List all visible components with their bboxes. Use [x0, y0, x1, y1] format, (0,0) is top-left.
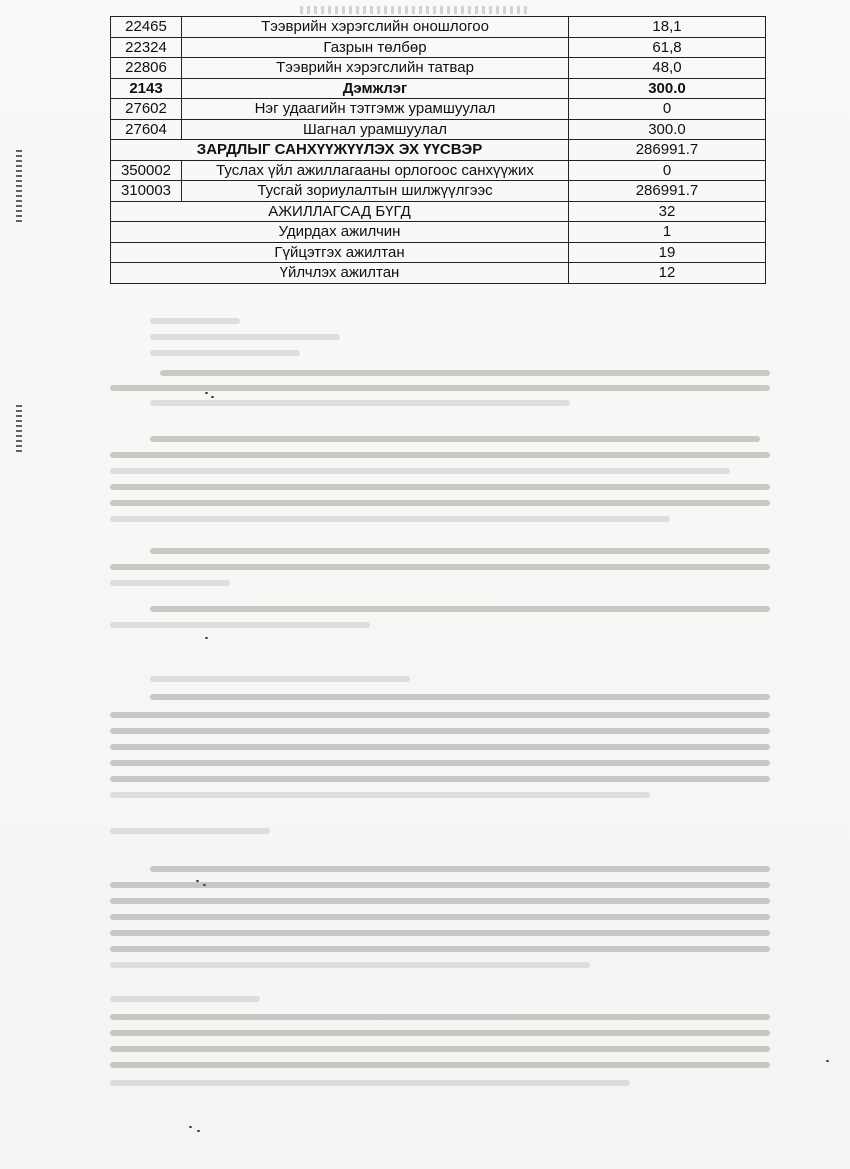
scan-speck [205, 392, 208, 394]
row-value: 300.0 [569, 78, 766, 99]
table-row [111, 37, 766, 58]
row-label: Тээврийн хэрэгслийн татвар [182, 58, 569, 79]
row-value: 0 [569, 99, 766, 120]
row-value: 48,0 [569, 58, 766, 79]
row-code: 22806 [111, 58, 182, 79]
staff-label: Үйлчлэх ажилтан [111, 263, 569, 284]
row-label: Тусгай зориулалтын шилжүүлгээс [182, 181, 569, 202]
table-row [111, 160, 766, 181]
table-row [111, 181, 766, 202]
scan-speck [203, 884, 206, 886]
staff-label: АЖИЛЛАГСАД БҮГД [111, 201, 569, 222]
scan-artifact [300, 6, 530, 14]
row-value: 18,1 [569, 17, 766, 38]
row-code: 27602 [111, 99, 182, 120]
staff-label: Удирдах ажилчин [111, 222, 569, 243]
row-code: 310003 [111, 181, 182, 202]
row-code: 350002 [111, 160, 182, 181]
funding-header-label: ЗАРДЛЫГ САНХҮҮЖҮҮЛЭХ ЭХ ҮҮСВЭР [111, 140, 569, 161]
table-row [111, 119, 766, 140]
funding-header-value: 286991.7 [569, 140, 766, 161]
scan-speck [196, 880, 199, 882]
table-row [111, 17, 766, 38]
staff-row [111, 242, 766, 263]
funding-header-row [111, 140, 766, 161]
table-row [111, 58, 766, 79]
row-code: 2143 [111, 78, 182, 99]
row-label: Тээврийн хэрэгслийн оношлогоо [182, 17, 569, 38]
staff-total-row [111, 201, 766, 222]
row-label: Дэмжлэг [182, 78, 569, 99]
row-code: 22324 [111, 37, 182, 58]
row-code: 27604 [111, 119, 182, 140]
row-value: 0 [569, 160, 766, 181]
row-value: 300.0 [569, 119, 766, 140]
row-value: 61,8 [569, 37, 766, 58]
scan-speck [205, 637, 208, 639]
staff-value: 12 [569, 263, 766, 284]
row-label: Газрын төлбөр [182, 37, 569, 58]
table-row [111, 99, 766, 120]
staff-label: Гүйцэтгэх ажилтан [111, 242, 569, 263]
row-label: Нэг удаагийн тэтгэмж урамшуулал [182, 99, 569, 120]
staff-value: 1 [569, 222, 766, 243]
row-label: Шагнал урамшуулал [182, 119, 569, 140]
scan-speck [197, 1130, 200, 1132]
staff-value: 19 [569, 242, 766, 263]
scan-edge-mark [16, 405, 22, 455]
table-row-category [111, 78, 766, 99]
staff-value: 32 [569, 201, 766, 222]
scan-speck [189, 1126, 192, 1128]
staff-row [111, 263, 766, 284]
row-value: 286991.7 [569, 181, 766, 202]
scan-edge-mark [16, 150, 22, 225]
row-label: Туслах үйл ажиллагааны орлогоос санхүүжих [182, 160, 569, 181]
scan-speck [826, 1060, 829, 1062]
staff-row [111, 222, 766, 243]
row-code: 22465 [111, 17, 182, 38]
budget-table [110, 16, 766, 284]
scan-speck [211, 396, 214, 398]
